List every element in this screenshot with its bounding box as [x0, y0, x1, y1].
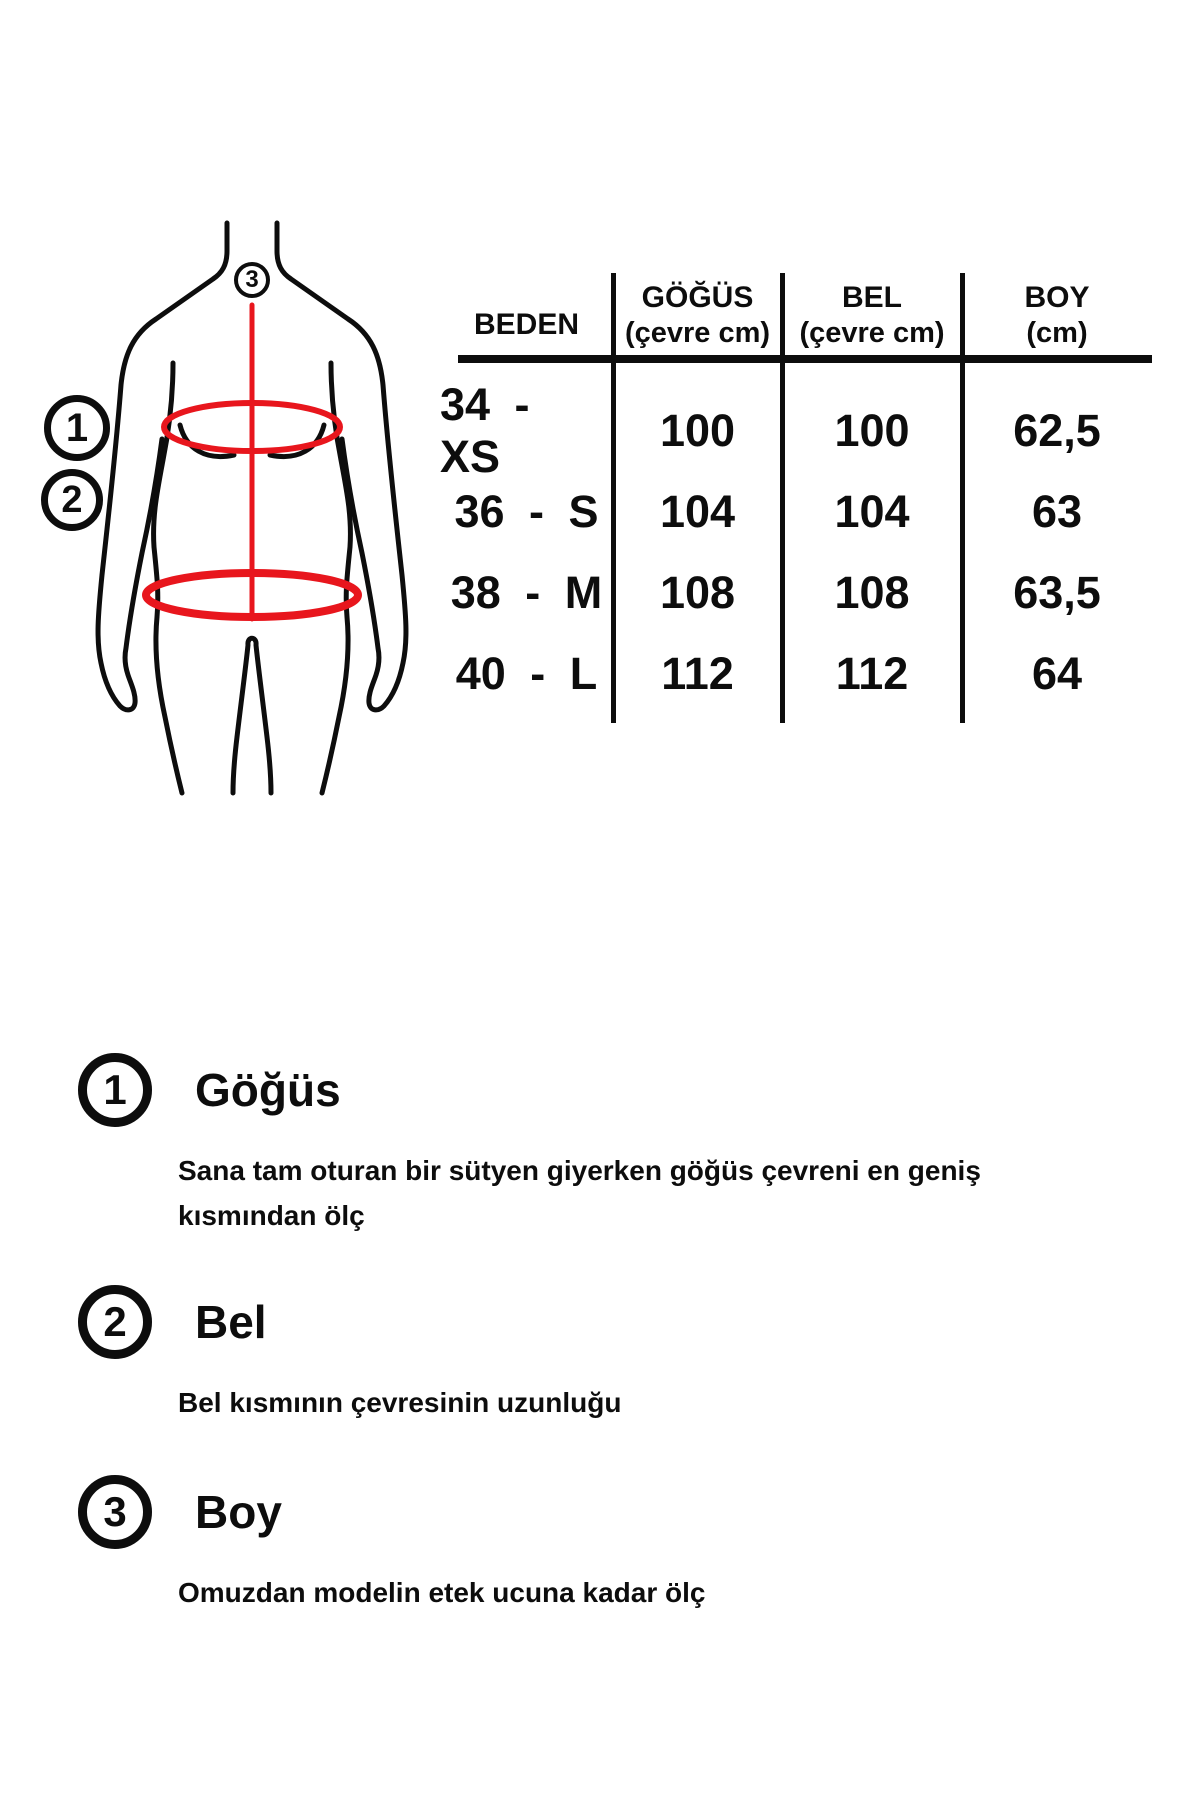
cell-length: 63	[1031, 485, 1083, 537]
column-subtitle: (cm)	[1026, 316, 1088, 349]
section-number: 1	[103, 1066, 127, 1113]
section-description: Omuzdan modelin etek ucuna kadar ölç	[178, 1577, 706, 1608]
column-subtitle: (çevre cm)	[624, 316, 771, 349]
section-description: Sana tam oturan bir sütyen giyerken göğüs çevreni en geniş kısmından ölç	[178, 1155, 981, 1231]
section-title: Bel	[195, 1296, 267, 1348]
cell-length: 64	[1031, 647, 1083, 699]
cell-size: 38 - M	[450, 566, 603, 618]
section-number-badge	[78, 1475, 152, 1549]
cell-chest: 104	[659, 485, 736, 537]
waist-marker-badge	[41, 469, 103, 531]
section-number-badge	[78, 1285, 152, 1359]
section-number-badge	[78, 1053, 152, 1127]
column-header-boy	[962, 269, 1152, 361]
cell-waist: 108	[834, 566, 910, 618]
cell-chest: 100	[659, 404, 736, 456]
column-subtitle: (çevre cm)	[799, 316, 945, 349]
table-header-divider	[458, 355, 1152, 363]
cell-size: 36 - S	[454, 485, 599, 537]
body-measurement-diagram	[30, 215, 430, 805]
cell-chest: 108	[659, 566, 736, 618]
column-header-beden	[440, 290, 613, 360]
column-title: GÖĞÜS	[641, 280, 754, 314]
column-header-bel	[782, 269, 962, 361]
cell-length: 63,5	[1013, 566, 1101, 618]
waist-marker-number: 2	[61, 479, 83, 521]
section-title: Göğüs	[195, 1064, 341, 1116]
length-marker-number: 3	[245, 266, 259, 293]
section-title: Boy	[195, 1486, 282, 1538]
cell-size: 40 - L	[455, 647, 598, 699]
cell-waist: 112	[835, 647, 909, 699]
cell-waist: 104	[834, 485, 910, 537]
length-marker-badge	[234, 262, 270, 298]
column-title: BOY	[1024, 280, 1090, 314]
column-title: BEL	[842, 280, 902, 314]
size-table	[440, 235, 1152, 725]
column-title: BEDEN	[473, 308, 579, 341]
cell-waist: 100	[834, 404, 910, 456]
cell-length: 62,5	[1013, 404, 1101, 456]
section-number: 3	[103, 1488, 127, 1535]
chest-marker-number: 1	[65, 406, 89, 450]
cell-chest: 112	[661, 647, 734, 699]
column-header-gogus	[613, 269, 782, 361]
inner-legs-outline	[233, 638, 271, 793]
section-number: 2	[103, 1298, 127, 1345]
cell-size: 34 - XS	[440, 378, 530, 482]
section-description: Bel kısmının çevresinin uzunluğu	[178, 1387, 622, 1418]
size-table-rows	[440, 378, 1152, 714]
chest-marker-badge	[44, 395, 110, 461]
